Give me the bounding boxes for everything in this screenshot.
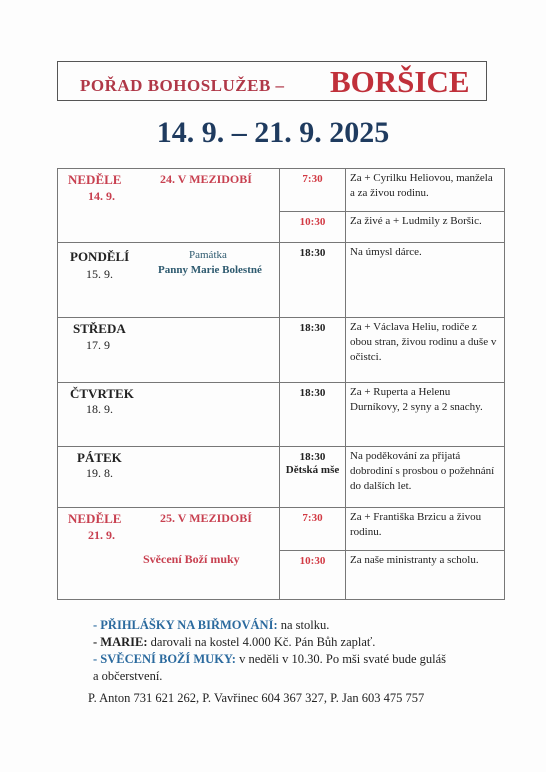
mass-intention: Za živé a + Ludmily z Boršic. <box>346 212 505 243</box>
announcements <box>93 617 453 685</box>
day-date: 14. 9. <box>88 189 115 203</box>
table-row <box>58 447 505 508</box>
mass-time: 18:30 <box>280 243 346 318</box>
feast-label: 24. V MEZIDOBÍ <box>160 172 252 186</box>
parish-name: BORŠICE <box>330 64 470 99</box>
announcement <box>93 617 453 634</box>
mass-time: 18:30 <box>280 318 346 383</box>
table-row <box>58 383 505 447</box>
feast-label: 25. V MEZIDOBÍ <box>160 511 252 525</box>
day-name: PONDĚLÍ <box>70 249 130 264</box>
announcement <box>93 634 453 651</box>
table-row <box>58 508 505 551</box>
day-cell <box>58 383 280 447</box>
feast-line: Panny Marie Bolestné <box>158 264 262 276</box>
mass-intention: Za + Václava Heliu, rodiče z obou stran, živou rodinu a duše v očistci. <box>346 318 505 383</box>
day-name: NEDĚLE <box>68 172 122 187</box>
table-row <box>58 243 505 318</box>
day-name: NEDĚLE <box>68 511 122 526</box>
day-date: 18. 9. <box>86 402 113 416</box>
mass-intention: Na poděkování za přijatá dobrodiní s prosbou o požehnání do dalších let. <box>346 447 505 508</box>
mass-time: 7:30 <box>280 508 346 551</box>
day-name: STŘEDA <box>73 321 126 336</box>
mass-subtitle: Dětská mše <box>285 464 340 476</box>
day-date: 17. 9 <box>86 338 110 352</box>
day-date: 19. 8. <box>86 466 113 480</box>
announcement-label: - PŘIHLÁŠKY NA BIŘMOVÁNÍ: <box>93 618 278 632</box>
mass-time: 18:30 <box>299 451 326 463</box>
mass-time: 18:30 <box>280 383 346 447</box>
day-cell <box>58 447 280 508</box>
announcement-text: na stolku. <box>277 618 330 632</box>
mass-intention: Za naše ministranty a scholu. <box>346 551 505 600</box>
mass-time: 7:30 <box>280 169 346 212</box>
feast-line: Památka <box>189 249 227 261</box>
day-cell <box>58 508 280 600</box>
table-row <box>58 169 505 212</box>
title-label: POŘAD BOHOSLUŽEB – <box>80 76 285 95</box>
announcement-label: - MARIE: <box>93 635 148 649</box>
mass-time-cell <box>280 447 346 508</box>
announcement-text: darovali na kostel 4.000 Kč. Pán Bůh zaplať. <box>147 635 376 649</box>
mass-intention: Za + Cyrilku Heliovou, manžela a za živou rodinu. <box>346 169 505 212</box>
mass-time: 10:30 <box>280 212 346 243</box>
day-cell <box>58 169 280 243</box>
day-date: 15. 9. <box>86 267 113 281</box>
announcement-label: - SVĚCENÍ BOŽÍ MUKY: <box>93 652 236 666</box>
day-name: PÁTEK <box>77 450 122 465</box>
schedule-table <box>57 168 505 600</box>
mass-intention: Na úmysl dárce. <box>346 243 505 318</box>
table-row <box>58 318 505 383</box>
mass-intention: Za + Františka Brzicu a živou rodinu. <box>346 508 505 551</box>
mass-time: 10:30 <box>280 551 346 600</box>
date-range: 14. 9. – 21. 9. 2025 <box>156 116 390 149</box>
event-label: Svěcení Boží muky <box>143 552 240 566</box>
day-cell <box>58 243 280 318</box>
day-date: 21. 9. <box>88 528 115 542</box>
day-name: ČTVRTEK <box>70 386 134 401</box>
announcement <box>93 651 453 685</box>
mass-intention: Za + Ruperta a Helenu Durníkovy, 2 syny a 2 snachy. <box>346 383 505 447</box>
day-cell <box>58 318 280 383</box>
announcement-text: v neděli v 10.30. Po mši svaté bude guláš a občerstvení. <box>93 652 447 683</box>
contacts: P. Anton 731 621 262, P. Vavřinec 604 367 327, P. Jan 603 475 757 <box>88 691 425 705</box>
title-box <box>57 61 487 101</box>
